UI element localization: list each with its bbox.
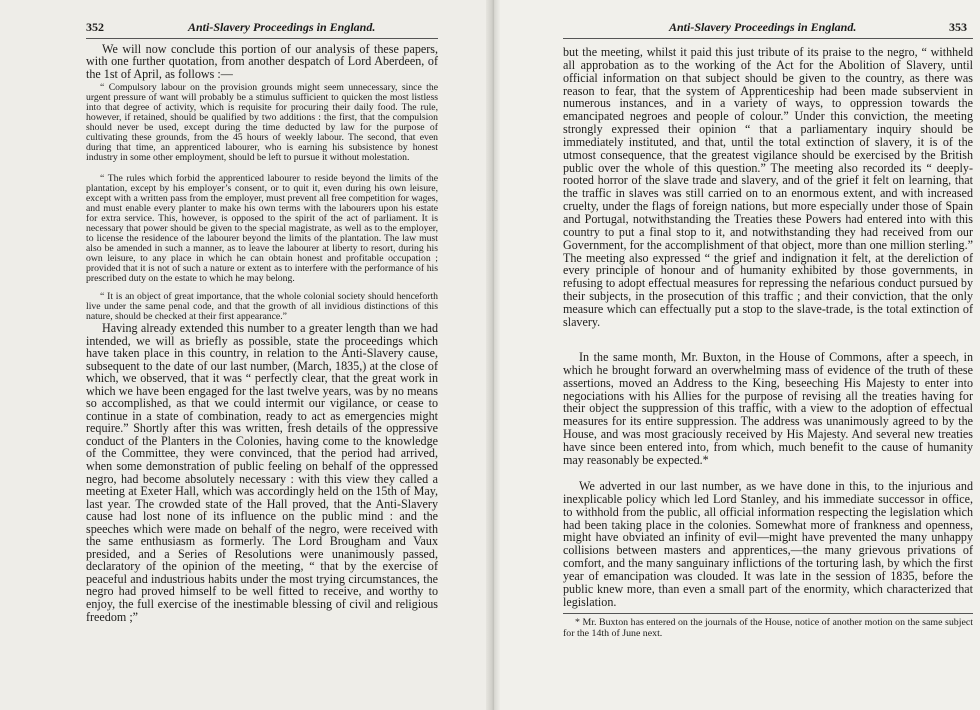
page-number: 353 [949,20,967,34]
lead-paragraph: We will now conclude this portion of our analysis of these papers, with one further quotation, from another despatch of Lord Aberdeen, of the 1st of April, as follows :— [86,42,438,81]
body-paragraph: but the meeting, whilst it paid this just tribute of its praise to the negro, “ withheld all approbation as to the working of the Act for the Abolition of Slavery, until official information on that subject should be given to the country, as there was reason to fear, that the system of Apprenticeship had been made subservient in numerous instances, and in a variety of ways, to oppression towards the emancipated negroes and people of colour.” Under this conviction, the meeting strongly expressed their opinion “ that a parliamentary inquiry should be immediately instituted, and that, until the total extinction of slavery, it is of the utmost consequence, that the greatest vigilance should be exercised by the British public over the whole of this question.” The meeting also recorded its “ deeply-rooted horror of the slave trade and slavery, and of the grief it felt on learning, that the traffic in slaves was still carried on to an enormous extent, and with increased cruelty, under the flags of foreign nations, but more especially under those of Spain and Portugal, notwithstanding the Treaties these Powers had entered into with this country to put a final stop to it, and notwithstanding they had received from our Government, for the accomplishment of that object, more than one million sterling.” The meeting also expressed “ the grief and indignation it felt, at the dereliction of every principle of honour and of humanity exhibited by those governments, in refusing to adopt effectual measures for repressing the nefarious conduct pursued by their subjects, in the prosecution of this traffic ; and their conviction, that the only measure which can effectually put a stop to the slave-trade, is the total extinction of slavery. [563,45,973,329]
quote-paragraph: “ The rules which forbid the apprenticed labourer to reside beyond the limits of the plantation, except by his employer’s consent, or to quit it, even during his own leisure, except with a written pass from the employer, must prevent all free competition for wages, and must enable every planter to make his own terms with the labourers upon his estate for extra service. This, however, is opposed to the spirit of the act of parliament. It is necessary that power should be given to the special magistrate, as well as to the employer, to license the residence of the labourer beyond the limits of the plantation. The law must also be amended in such a manner, as to leave the labourer at liberty to resort, during his own leisure, to any place in which he can obtain honest and profitable occupation ; provided that it is not of such a nature or extent as to interfere with the performance of his prescribed duty on the estate to which he may belong. [86,173,438,285]
header-rule [86,38,438,39]
footnote-rule [563,613,973,614]
quote-paragraph: “ It is an object of great importance, that the whole colonial society should henceforth live under the same penal code, and that the growth of all invidious distinctions of this nature, should be checked at their first appearance.” [86,291,438,323]
body-paragraph: In the same month, Mr. Buxton, in the House of Commons, after a speech, in which he brought forward an overwhelming mass of evidence of the truth of these assertions, moved an Address to the King, beseeching His Majesty to enter into negociations with his Allies for the purpose of revising all the treaties having for their object the suppression of this traffic, with a view to the adoption of effectual measures for its entire suppression. The address was unanimously agreed to by the House, and was most graciously received by His Majesty. And several new treaties have since been entered into, from which, much benefit to the cause of humanity may reasonably be expected.* [563,350,973,467]
quote-paragraph: “ Compulsory labour on the provision grounds might seem unnecessary, since the urgent pressure of want will probably be a stimulus sufficient to quicken the most listless into that degree of activity, which is requisite for procuring their daily food. The rule, however, if retained, should be qualified by two additions : the first, that the compulsion should never be used, except during the time deducted by law for the purpose of cultivating these grounds, from the 45 hours of weekly labour. The second, that even during that time, an apprenticed labourer, who is earning his subsistence by honest industry in some other employment, should be left to pursue it without molestation. [86,82,438,164]
right-page [493,0,980,710]
page-number: 352 [86,20,104,34]
right-page-header [563,20,971,36]
body-paragraph: We adverted in our last number, as we have done in this, to the injurious and inexplicable policy which led Lord Stanley, and his immediate successor in office, to withhold from the public, all official information respecting the legislation which had been taking place in the colonies. Somewhat more of frankness and openness, might have obviated an infinity of evil—might have prevented the many unhappy collisions between masters and apprentices,—the many grievous privations of comfort, and the many sanguinary inflictions of the torturing lash, by which the first year of emancipation was clouded. It was late in the session of 1835, before the public knew more, than even a small part of the enormity, which characterized that legislation. [563,479,973,609]
running-title: Anti-Slavery Proceedings in England. [669,20,857,34]
footnote: * Mr. Buxton has entered on the journals of the House, notice of another motion on the same subject for the 14th of June next. [563,617,973,639]
body-paragraph: Having already extended this number to a greater length than we had intended, we will as briefly as possible, state the proceedings which have taken place in this country, in relation to the Anti-Slavery cause, subsequent to the date of our last number, (March, 1835,) at the close of which, we observed, that it was “ perfectly clear, that the great work in which we have been engaged for the last twelve years, was by no means so accomplished, as that we could intermit our vigilance, or cease to continue in a state of combination, ready to act as emergencies might require.” Shortly after this was written, fresh details of the oppressive conduct of the Planters in the Colonies, having come to the knowledge of the Committee, they were convinced, that the period had arrived, when some demonstration of public feeling on behalf of the oppressed negro, had become absolutely necessary : with this view they called a meeting at Exeter Hall, which was accordingly held on the 15th of May, last year. The crowded state of the Hall proved, that the Anti-Slavery cause had lost none of its influence on the public mind : and the speeches which were made on behalf of the negro, were received with the same enthusiasm as formerly. The Lord Brougham and Vaux presided, and a Series of Resolutions were unanimously passed, declaratory of the opinion of the meeting, “ that by the exercise of peaceful and industrious habits under the most trying circumstances, the negro had proved himself to be well fitted to receive, and worthy to enjoy, the full exercise of the inestimable blessing of civil and religious freedom ;” [86,321,438,624]
header-rule [563,38,973,39]
book-gutter [486,0,500,710]
left-page-header [86,20,436,36]
running-title: Anti-Slavery Proceedings in England. [188,20,376,34]
